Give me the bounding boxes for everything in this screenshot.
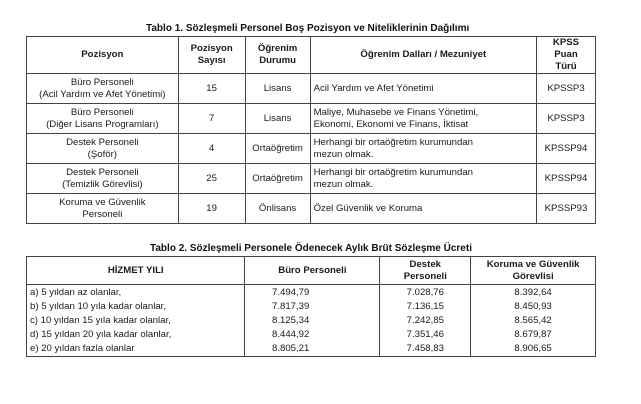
cell-koruma: 8.679,87 (471, 328, 596, 342)
cell-buro: 8.444,92 (245, 328, 380, 342)
cell-destek: 7.351,46 (380, 328, 471, 342)
table-row (27, 285, 596, 301)
cell-hizmet: e) 20 yıldan fazla olanlar (27, 342, 245, 357)
cell-dallar: Özel Güvenlik ve Koruma (310, 194, 536, 224)
table-row (27, 74, 596, 104)
cell-kpss: KPSSP3 (537, 104, 596, 134)
table-row (27, 300, 596, 314)
positions-table (26, 36, 596, 224)
table1-caption: Tablo 1. Sözleşmeli Personel Boş Pozisyon ve Niteliklerinin Dağılımı (146, 23, 470, 34)
header-buro-personeli: Büro Personeli (245, 257, 380, 285)
header-destek-personeli: Destek Personeli (380, 257, 471, 285)
header-hizmet-yili: HİZMET YILI (27, 257, 245, 285)
cell-buro: 7.817,39 (245, 300, 380, 314)
cell-durum: Önlisans (245, 194, 310, 224)
cell-sayi: 25 (178, 164, 245, 194)
header-ogrenim-durumu: Öğrenim Durumu (245, 37, 310, 74)
table-row (27, 164, 596, 194)
cell-durum: Lisans (245, 104, 310, 134)
cell-destek: 7.136,15 (380, 300, 471, 314)
cell-destek: 7.242,85 (380, 314, 471, 328)
cell-kpss: KPSSP93 (537, 194, 596, 224)
header-ogrenim-dallari: Öğrenim Dalları / Mezuniyet (310, 37, 536, 74)
table-row (27, 194, 596, 224)
cell-koruma: 8.450,93 (471, 300, 596, 314)
table-row (27, 342, 596, 357)
cell-hizmet: b) 5 yıldan 10 yıla kadar olanlar, (27, 300, 245, 314)
table-header-row (27, 257, 596, 285)
cell-sayi: 4 (178, 134, 245, 164)
cell-koruma: 8.565,42 (471, 314, 596, 328)
table-header-row (27, 37, 596, 74)
header-pozisyon: Pozisyon (27, 37, 179, 74)
cell-destek: 7.458,83 (380, 342, 471, 357)
cell-dallar: Maliye, Muhasebe ve Finans Yönetimi, Ekonomi, Ekonomi ve Finans, İktisat (310, 104, 536, 134)
cell-pozisyon: Destek Personeli (Temizlik Görevlisi) (27, 164, 179, 194)
cell-pozisyon: Büro Personeli (Diğer Lisans Programları) (27, 104, 179, 134)
cell-dallar: Acil Yardım ve Afet Yönetimi (310, 74, 536, 104)
table-row (27, 134, 596, 164)
table-row (27, 104, 596, 134)
cell-buro: 8.125,34 (245, 314, 380, 328)
header-kpss-puan-turu: KPSS Puan Türü (537, 37, 596, 74)
cell-kpss: KPSSP94 (537, 164, 596, 194)
header-pozisyon-sayisi: Pozisyon Sayısı (178, 37, 245, 74)
cell-hizmet: a) 5 yıldan az olanlar, (27, 285, 245, 301)
salary-table (26, 256, 596, 357)
cell-dallar: Herhangi bir ortaöğretim kurumundan mezun olmak. (310, 164, 536, 194)
cell-kpss: KPSSP94 (537, 134, 596, 164)
cell-pozisyon: Koruma ve Güvenlik Personeli (27, 194, 179, 224)
cell-buro: 7.494,79 (245, 285, 380, 301)
cell-hizmet: d) 15 yıldan 20 yıla kadar olanlar, (27, 328, 245, 342)
cell-pozisyon: Destek Personeli (Şoför) (27, 134, 179, 164)
header-koruma-guvenlik: Koruma ve Güvenlik Görevlisi (471, 257, 596, 285)
cell-durum: Ortaöğretim (245, 134, 310, 164)
cell-hizmet: c) 10 yıldan 15 yıla kadar olanlar, (27, 314, 245, 328)
cell-durum: Lisans (245, 74, 310, 104)
table2-caption: Tablo 2. Sözleşmeli Personele Ödenecek Aylık Brüt Sözleşme Ücreti (150, 243, 472, 254)
cell-sayi: 15 (178, 74, 245, 104)
cell-koruma: 8.906,65 (471, 342, 596, 357)
table-row (27, 328, 596, 342)
cell-kpss: KPSSP3 (537, 74, 596, 104)
table-row (27, 314, 596, 328)
cell-destek: 7.028,76 (380, 285, 471, 301)
cell-koruma: 8.392,64 (471, 285, 596, 301)
cell-pozisyon: Büro Personeli (Acil Yardım ve Afet Yönetimi) (27, 74, 179, 104)
cell-buro: 8.805,21 (245, 342, 380, 357)
cell-durum: Ortaöğretim (245, 164, 310, 194)
cell-sayi: 7 (178, 104, 245, 134)
cell-dallar: Herhangi bir ortaöğretim kurumundan mezun olmak. (310, 134, 536, 164)
cell-sayi: 19 (178, 194, 245, 224)
